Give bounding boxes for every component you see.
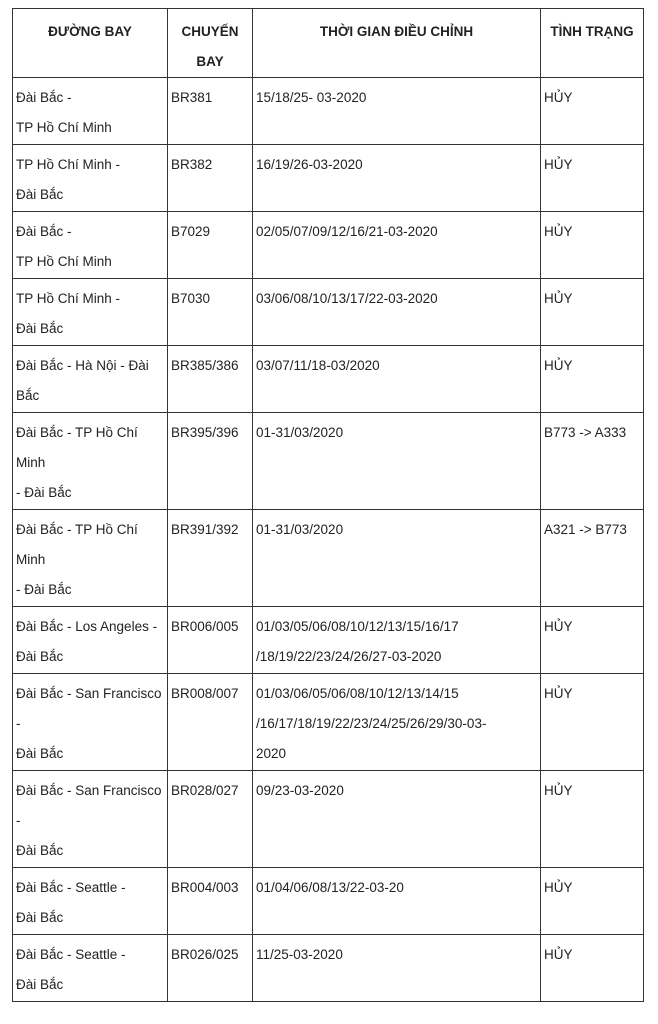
route-line: Đài Bắc (16, 843, 64, 858)
status-text: HỦY (544, 358, 573, 373)
route-cell (13, 279, 168, 346)
status-text: HỦY (544, 90, 573, 105)
status-cell (541, 868, 644, 935)
header-flight (168, 9, 253, 78)
flight-cell (168, 510, 253, 607)
flight-number: BR026/025 (171, 947, 239, 962)
dates-line: 2020 (256, 746, 287, 761)
flight-cell (168, 674, 253, 771)
dates-cell (253, 607, 541, 674)
status-text: HỦY (544, 291, 573, 306)
flight-number: B7029 (171, 224, 211, 239)
status-text: HỦY (544, 783, 573, 798)
route-line: Đài Bắc (16, 746, 64, 761)
dates-line: 01/03/06/05/06/08/10/12/13/14/15 (256, 686, 459, 701)
route-line: Đài Bắc - San Francisco (16, 686, 162, 701)
flight-cell (168, 78, 253, 145)
dates-line: 15/18/25- 03-2020 (256, 90, 367, 105)
table-row (13, 145, 644, 212)
flight-number: BR382 (171, 157, 213, 172)
route-line: TP Hồ Chí Minh (16, 254, 112, 269)
flight-number: BR004/003 (171, 880, 239, 895)
dates-cell (253, 510, 541, 607)
dates-line: 01/04/06/08/13/22-03-20 (256, 880, 404, 895)
route-cell (13, 510, 168, 607)
status-text: B773 -> A333 (544, 425, 627, 440)
table-row (13, 212, 644, 279)
dates-cell (253, 78, 541, 145)
dates-cell (253, 346, 541, 413)
status-cell (541, 145, 644, 212)
route-cell (13, 145, 168, 212)
route-line: Đài Bắc - Hà Nội - Đài (16, 358, 149, 373)
table-row (13, 413, 644, 510)
dates-cell (253, 771, 541, 868)
status-text: HỦY (544, 947, 573, 962)
status-cell (541, 607, 644, 674)
route-line: - Đài Bắc (16, 582, 72, 597)
route-line: Bắc (16, 388, 40, 403)
flight-cell (168, 935, 253, 1002)
status-text: HỦY (544, 880, 573, 895)
dates-cell (253, 935, 541, 1002)
route-line: Đài Bắc - TP Hồ Chí (16, 522, 138, 537)
flight-cell (168, 145, 253, 212)
table-row (13, 78, 644, 145)
flight-number: BR028/027 (171, 783, 239, 798)
route-cell (13, 771, 168, 868)
header-time: THỜI GIAN ĐIỀU CHỈNH (253, 9, 541, 78)
route-line: Đài Bắc - San Francisco (16, 783, 162, 798)
status-cell (541, 212, 644, 279)
route-line: Minh (16, 552, 46, 567)
route-line: Đài Bắc - (16, 90, 72, 105)
route-cell (13, 674, 168, 771)
status-text: HỦY (544, 224, 573, 239)
dates-cell (253, 212, 541, 279)
status-cell (541, 413, 644, 510)
route-cell (13, 607, 168, 674)
table-row (13, 674, 644, 771)
route-line: Đài Bắc - (16, 224, 72, 239)
dates-cell (253, 413, 541, 510)
dates-line: 01-31/03/2020 (256, 425, 344, 440)
dates-line: 01/03/05/06/08/10/12/13/15/16/17 (256, 619, 459, 634)
route-cell (13, 868, 168, 935)
status-text: HỦY (544, 619, 573, 634)
table-row (13, 607, 644, 674)
status-cell (541, 78, 644, 145)
route-line: Đài Bắc (16, 187, 64, 202)
route-cell (13, 935, 168, 1002)
table-row (13, 868, 644, 935)
dates-line: /18/19/22/23/24/26/27-03-2020 (256, 649, 442, 664)
header-status: TÌNH TRẠNG (541, 9, 644, 78)
flight-cell (168, 868, 253, 935)
route-line: Đài Bắc (16, 321, 64, 336)
table-row (13, 935, 644, 1002)
flight-cell (168, 212, 253, 279)
flight-number: BR381 (171, 90, 213, 105)
table-header (13, 9, 644, 78)
flight-cell (168, 413, 253, 510)
dates-line: 09/23-03-2020 (256, 783, 344, 798)
flight-cell (168, 607, 253, 674)
status-text: HỦY (544, 686, 573, 701)
route-cell (13, 78, 168, 145)
status-cell (541, 771, 644, 868)
dates-cell (253, 674, 541, 771)
route-line: Đài Bắc (16, 649, 64, 664)
route-line: Đài Bắc - Seattle - (16, 880, 126, 895)
dates-cell (253, 279, 541, 346)
route-cell (13, 212, 168, 279)
route-line: - (16, 813, 21, 828)
dates-line: /16/17/18/19/22/23/24/25/26/29/30-03- (256, 716, 487, 731)
route-line: TP Hồ Chí Minh (16, 120, 112, 135)
flight-number: BR391/392 (171, 522, 239, 537)
table-row (13, 771, 644, 868)
status-text: A321 -> B773 (544, 522, 627, 537)
route-line: Đài Bắc - Los Angeles - (16, 619, 158, 634)
route-line: - (16, 716, 21, 731)
header-row (13, 9, 644, 78)
route-cell (13, 346, 168, 413)
flight-number: BR385/386 (171, 358, 239, 373)
flight-number: B7030 (171, 291, 211, 306)
route-line: TP Hồ Chí Minh - (16, 291, 121, 306)
dates-line: 11/25-03-2020 (256, 947, 343, 962)
flight-number: BR006/005 (171, 619, 239, 634)
flight-cell (168, 771, 253, 868)
status-cell (541, 346, 644, 413)
route-line: TP Hồ Chí Minh - (16, 157, 121, 172)
dates-cell (253, 145, 541, 212)
route-line: Đài Bắc - Seattle - (16, 947, 126, 962)
flight-cell (168, 279, 253, 346)
route-cell (13, 413, 168, 510)
flight-number: BR008/007 (171, 686, 239, 701)
flight-cell (168, 346, 253, 413)
status-cell (541, 510, 644, 607)
dates-cell (253, 868, 541, 935)
header-route: ĐƯỜNG BAY (13, 9, 168, 78)
dates-line: 01-31/03/2020 (256, 522, 344, 537)
flight-number: BR395/396 (171, 425, 239, 440)
dates-line: 02/05/07/09/12/16/21-03-2020 (256, 224, 438, 239)
route-line: Minh (16, 455, 46, 470)
dates-line: 16/19/26-03-2020 (256, 157, 363, 172)
status-text: HỦY (544, 157, 573, 172)
flight-schedule-table (12, 8, 644, 1002)
route-line: Đài Bắc - TP Hồ Chí (16, 425, 138, 440)
status-cell (541, 674, 644, 771)
table-row (13, 346, 644, 413)
route-line: - Đài Bắc (16, 485, 72, 500)
dates-line: 03/06/08/10/13/17/22-03-2020 (256, 291, 438, 306)
status-cell (541, 935, 644, 1002)
dates-line: 03/07/11/18-03/2020 (256, 358, 380, 373)
route-line: Đài Bắc (16, 910, 64, 925)
header-flight-text: CHUYẾN BAY (181, 24, 239, 69)
table-row (13, 279, 644, 346)
route-line: Đài Bắc (16, 977, 64, 992)
table-row (13, 510, 644, 607)
status-cell (541, 279, 644, 346)
table-body (13, 78, 644, 1002)
